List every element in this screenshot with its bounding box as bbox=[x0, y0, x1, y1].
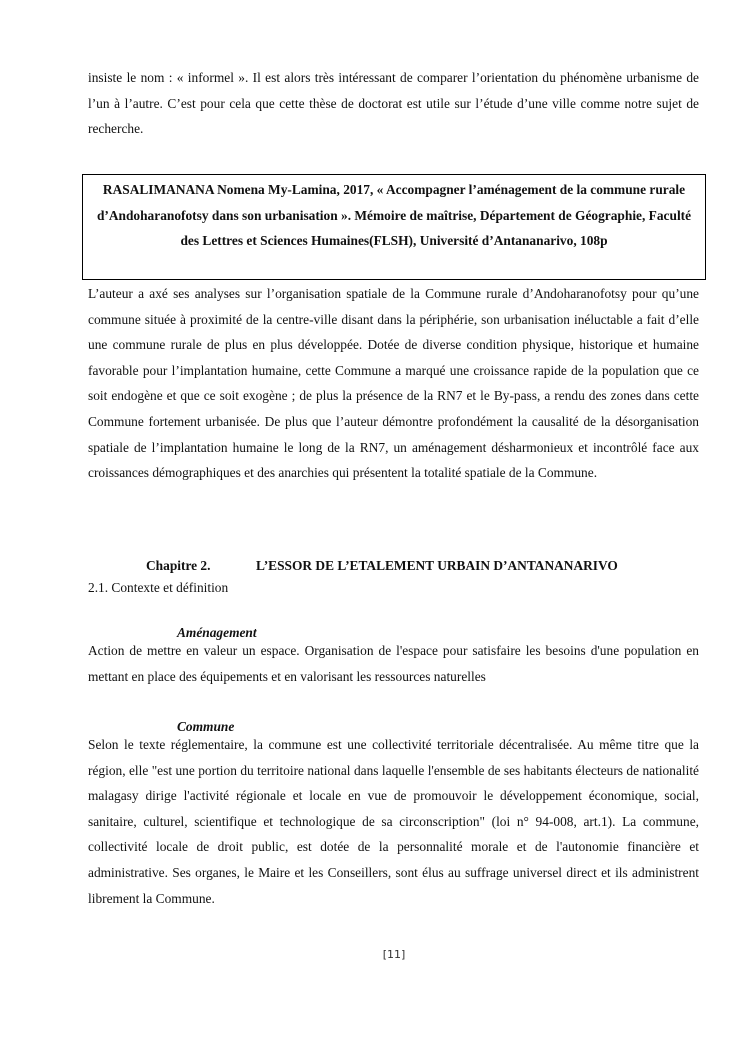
reference-box bbox=[82, 174, 706, 280]
chapter-heading bbox=[146, 558, 618, 574]
reference-summary: L’auteur a axé ses analyses sur l’organisation spatiale de la Commune rurale d’Andoharanofotsy pour qu’une commune située à proximité de la centre-ville disant dans la périphérie, son urbanisation inéluctable a fait d’elle une commune rurale de plus en plus développée. Dotée de diverse condition physique, historique et humaine favorable pour l’implantation humaine, cette Commune a marqué une croissance rapide de la population que ce soit endogène et que ce soit exogène ; de plus la présence de la RN7 et le By-pass, a rendu des zones dans cette Commune fortement urbanisée. De plus que l’auteur démontre profondément la causalité de la désorganisation spatiale de l’implantation humaine le long de la RN7, un aménagement désharmonieux et incontrôlé face aux croissances démographiques et des anarchies qui présentent la totalité spatiale de la Commune. bbox=[88, 286, 699, 481]
definition-term-amenagement: Aménagement bbox=[177, 625, 257, 640]
definition-text-commune: Selon le texte réglementaire, la commune est une collectivité territoriale décentralisée. Au même titre que la région, elle "est une portion du territoire national dans laquelle l'ensemble de ses habitants électeurs de nationalité malagasy dirige l'activité régionale et locale en vue de promouvoir le développement économique, social, sanitaire, culturel, scientifique et technologique de sa circonscription" (loi n° 94-008, art.1). La commune, collectivité locale de droit public, est dotée de la personnalité morale et de l'autonomie financière et administrative. Ses organes, le Maire et les Conseillers, sont élus au suffrage universel direct et ils administrent librement la Commune. bbox=[88, 737, 699, 906]
reference-citation: RASALIMANANA Nomena My-Lamina, 2017, « Accompagner l’aménagement de la commune rurale d’Andoharanofotsy dans son urbanisation ». Mémoire de maîtrise, Département de Géographie, Faculté des Lettres et Sciences Humaines(FLSH), Université d’Antananarivo, 108p bbox=[96, 182, 692, 249]
intro-paragraph: insiste le nom : « informel ». Il est alors très intéressant de comparer l’orientation du phénomène urbanisme de l’un à l’autre. C’est pour cela que cette thèse de doctorat est utile sur l’étude d’une ville comme notre sujet de recherche. bbox=[88, 70, 699, 137]
section-heading: 2.1. Contexte et définition bbox=[88, 580, 229, 595]
chapter-number: Chapitre 2. bbox=[146, 558, 211, 573]
page-number: [11] bbox=[382, 948, 406, 961]
definition-term-commune: Commune bbox=[177, 719, 235, 734]
chapter-title: L’ESSOR DE L’ETALEMENT URBAIN D’ANTANANARIVO bbox=[256, 558, 618, 573]
definition-text-amenagement: Action de mettre en valeur un espace. Organisation de l'espace pour satisfaire les besoins d'une population en mettant en place des équipements et en valorisant les ressources naturelles bbox=[88, 643, 699, 684]
